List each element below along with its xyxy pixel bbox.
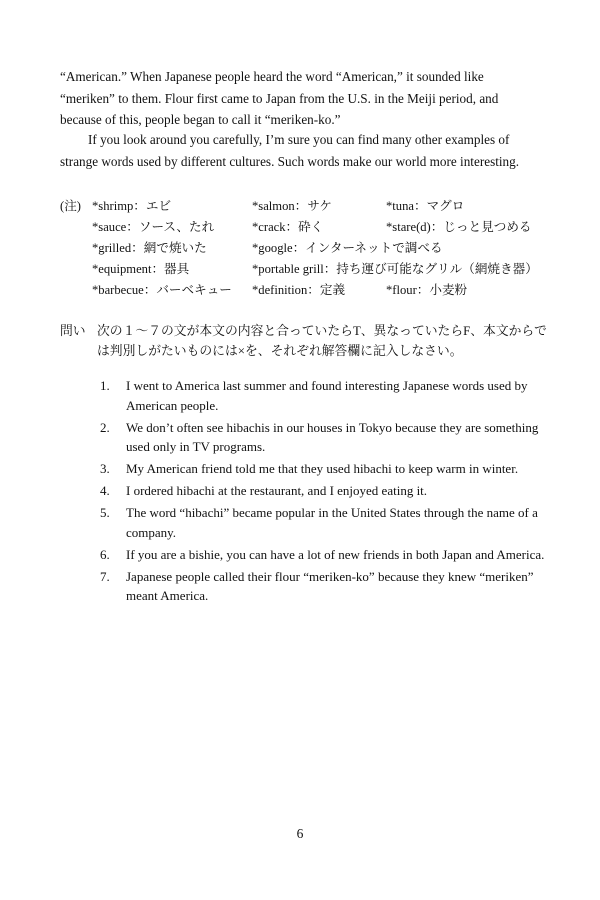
statement-item xyxy=(100,459,545,479)
statement-text: Japanese people called their flour “meriken-ko” because they knew “meriken” meant America. xyxy=(126,568,534,603)
statement-item xyxy=(100,503,545,542)
notes-row xyxy=(92,237,552,258)
statement-item xyxy=(100,481,545,501)
note-entry: *stare(d)：じっと見つめる xyxy=(386,220,532,234)
page-number: 6 xyxy=(296,826,304,841)
question-text: 次の１～７の文が本文の内容と合っていたらT、異なっていたらF、本文からでは判別しがたいものには×を、それぞれ解答欄に記入しなさい。 xyxy=(97,324,547,358)
statement-list xyxy=(100,376,545,608)
statement-item xyxy=(100,376,545,415)
statement-text: The word “hibachi” became popular in the United States through the name of a company. xyxy=(126,505,538,540)
statement-number: 5. xyxy=(100,505,110,520)
note-entry: *equipment：器具 xyxy=(92,262,190,276)
statement-number: 7. xyxy=(100,568,110,584)
statement-number: 2. xyxy=(100,419,110,435)
statement-item xyxy=(100,567,545,606)
statement-number: 6. xyxy=(100,546,110,562)
statement-number: 4. xyxy=(100,483,110,498)
statement-number: 1. xyxy=(100,378,110,393)
notes-row xyxy=(92,195,552,216)
note-entry: *tuna：マグロ xyxy=(386,199,465,213)
notes-row xyxy=(92,216,552,237)
notes-mark: (注) xyxy=(60,199,81,213)
note-entry: *grilled：網で焼いた xyxy=(92,241,207,255)
statement-text: I ordered hibachi at the restaurant, and I enjoyed eating it. xyxy=(126,483,428,498)
statement-text: My American friend told me that they used hibachi to keep warm in winter. xyxy=(126,461,519,476)
note-entry: *portable grill：持ち運び可能なグリル（網焼き器） xyxy=(252,262,538,276)
note-entry: *sauce：ソース、たれ xyxy=(92,220,215,234)
question-mark: 問い xyxy=(60,324,86,338)
note-entry: *barbecue：バーベキュー xyxy=(92,283,232,297)
passage-paragraph-1: “American.” When Japanese people heard the word “American,” it sounded like “meriken” to them. Flour first came to Japan from the U.S. in the Meiji period, and because of this, people began to call it “meriken-ko.” xyxy=(60,69,499,127)
statement-text: I went to America last summer and found interesting Japanese words used by American people. xyxy=(126,378,528,413)
statement-item xyxy=(100,418,545,457)
statement-text: If you are a bishie, you can have a lot of new friends in both Japan and America. xyxy=(126,546,545,562)
note-entry: *definition：定義 xyxy=(252,283,346,297)
note-entry: *flour：小麦粉 xyxy=(386,283,468,297)
notes-grid xyxy=(92,195,552,300)
note-entry: *shrimp：エビ xyxy=(92,199,172,213)
statement-text: We don’t often see hibachis in our houses in Tokyo because they are something used only in TV programs. xyxy=(126,419,539,454)
notes-row xyxy=(92,279,552,300)
statement-item xyxy=(100,545,545,565)
note-entry: *google：インターネットで調べる xyxy=(252,241,443,255)
passage-paragraph-2: If you look around you carefully, I’m sure you can find many other examples of strange words used by different cultures. Such words make our world more interesting. xyxy=(60,132,520,169)
note-entry: *crack：砕く xyxy=(252,220,324,234)
statement-number: 3. xyxy=(100,461,110,476)
note-entry: *salmon：サケ xyxy=(252,199,332,213)
notes-row xyxy=(92,258,552,279)
